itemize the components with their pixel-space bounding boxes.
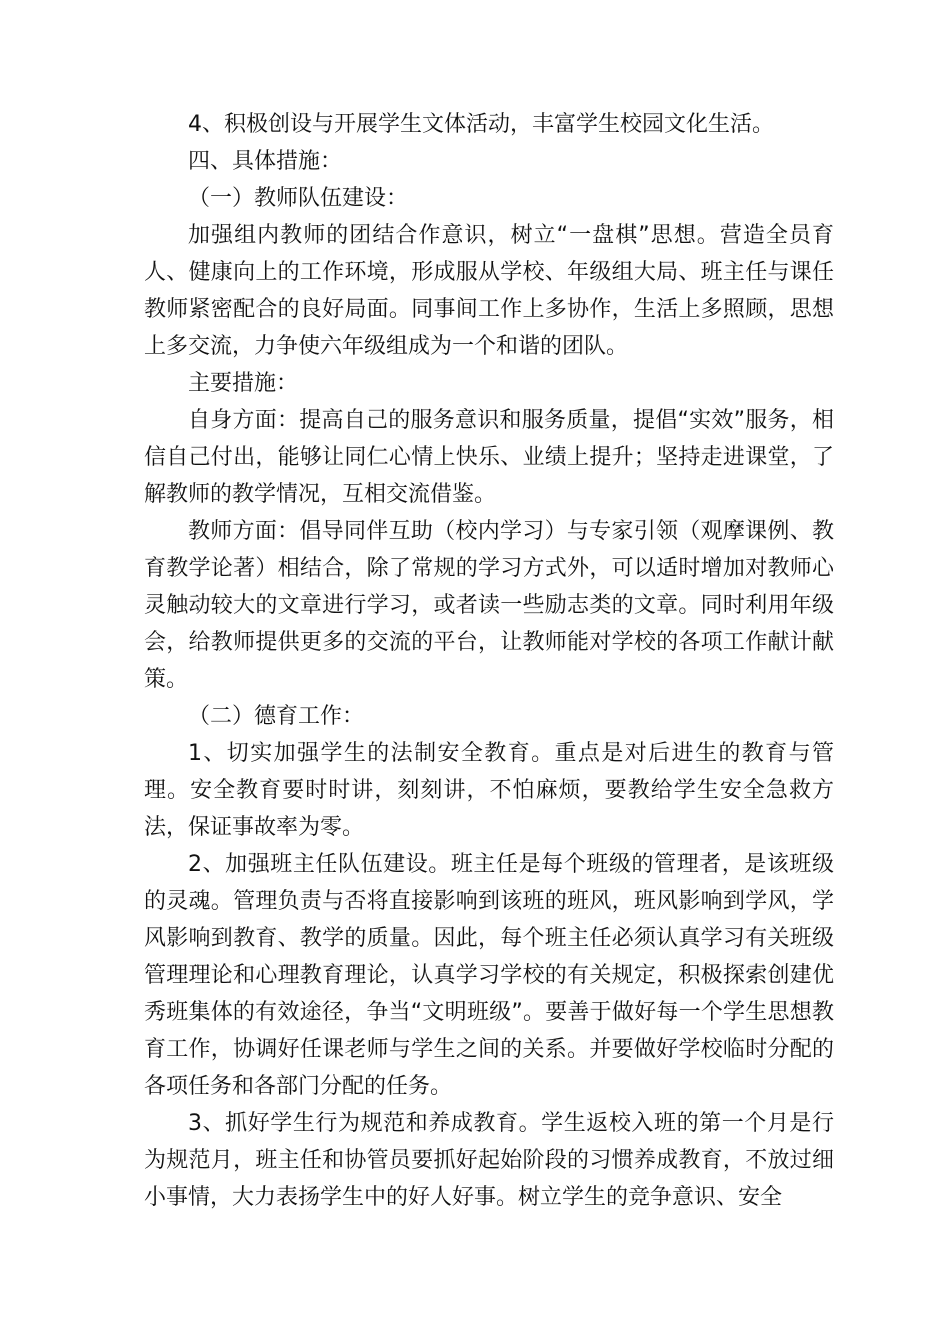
paragraph-teacher-aspect: 教师方面：倡导同伴互助（校内学习）与专家引领（观摩课例、教育教学论著）相结合，除了常规的学习方式外，可以适时增加对教师心灵触动较大的文章进行学习，或者读一些励志类的文章。同时利用年级会，给教师提供更多的交流的平台，让教师能对学校的各项工作献计献策。 (144, 519, 834, 692)
paragraph-item-4: 4、积极创设与开展学生文体活动，丰富学生校园文化生活。 (188, 112, 774, 137)
paragraph-behavior-norms: 3、抓好学生行为规范和养成教育。学生返校入班的第一个月是行为规范月，班主任和协管员要抓好起始阶段的习惯养成教育，不放过细小事情，大力表扬学生中的好人好事。树立学生的竞争意识、安全 (144, 1111, 834, 1210)
paragraph-self-aspect: 自身方面：提高自己的服务意识和服务质量，提倡“实效”服务，相信自己付出，能够让同仁心情上快乐、业绩上提升；坚持走进课堂，了解教师的教学情况，互相交流借鉴。 (144, 408, 834, 507)
document-body (144, 106, 834, 1216)
paragraph-safety-education: 1、切实加强学生的法制安全教育。重点是对后进生的教育与管理。安全教育要时时讲，刻刻讲，不怕麻烦，要教给学生安全急救方法，保证事故率为零。 (144, 741, 834, 840)
subsection-heading-teacher-team: （一）教师队伍建设： (188, 186, 409, 211)
paragraph-team-building: 加强组内教师的团结合作意识，树立“一盘棋”思想。营造全员育人、健康向上的工作环境，形成服从学校、年级组大局、班主任与课任教师紧密配合的良好局面。同事间工作上多协作，生活上多照顾，思想上多交流，力争使六年级组成为一个和谐的团队。 (144, 223, 834, 359)
paragraph-class-teacher-team: 2、加强班主任队伍建设。班主任是每个班级的管理者，是该班级的灵魂。管理负责与否将直接影响到该班的班风，班风影响到学风，学风影响到教育、教学的质量。因此，每个班主任必须认真学习有关班级管理理论和心理教育理论，认真学习学校的有关规定，积极探索创建优秀班集体的有效途径，争当“文明班级”。要善于做好每一个学生思想教育工作，协调好任课老师与学生之间的关系。并要做好学校临时分配的各项任务和各部门分配的任务。 (144, 852, 834, 1099)
subsection-heading-moral-education: （二）德育工作： (188, 704, 365, 729)
section-heading-measures: 四、具体措施： (188, 149, 343, 174)
heading-main-measures: 主要措施： (188, 371, 299, 396)
